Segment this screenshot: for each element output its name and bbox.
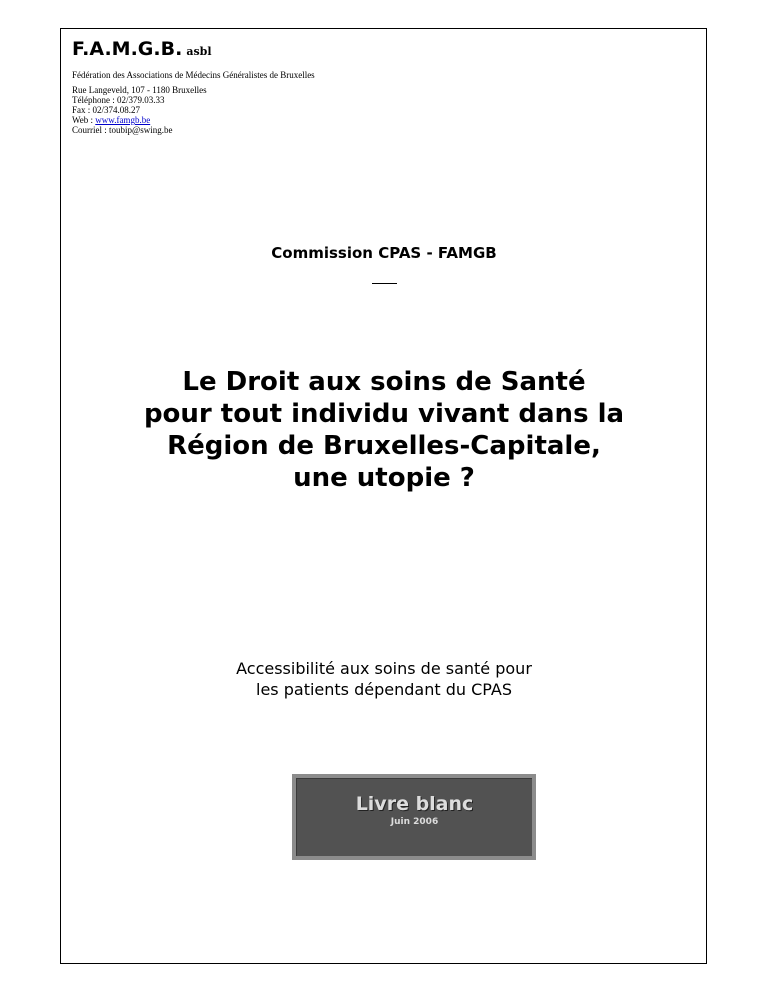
badge-panel: [296, 778, 532, 856]
fax-line: Fax : 02/374.08.27: [72, 105, 141, 115]
badge-title: Livre blanc: [355, 793, 474, 815]
web-link[interactable]: www.famgb.be: [95, 115, 151, 125]
badge-date: Juin 2006: [390, 817, 439, 827]
subtitle-line: les patients dépendant du CPAS: [256, 680, 512, 699]
commission-heading: Commission CPAS - FAMGB: [271, 244, 497, 262]
email-line: Courriel : toubip@swing.be: [72, 125, 173, 135]
federation-name: Fédération des Associations de Médecins Généralistes de Bruxelles: [72, 70, 315, 80]
title-line: pour tout individu vivant dans la: [143, 399, 625, 429]
web-line: [72, 115, 150, 125]
title-line: Région de Bruxelles-Capitale,: [167, 431, 601, 461]
org-suffix: asbl: [186, 45, 212, 58]
org-acronym: F.A.M.G.B.: [72, 38, 183, 60]
main-title: [0, 366, 768, 494]
livre-blanc-badge: [292, 774, 536, 860]
web-label: Web :: [72, 115, 96, 125]
subtitle: [0, 658, 768, 700]
org-name: [72, 38, 212, 60]
heading-separator: [372, 283, 397, 284]
title-line: Le Droit aux soins de Santé: [182, 367, 586, 397]
subtitle-line: Accessibilité aux soins de santé pour: [236, 659, 532, 678]
title-line: une utopie ?: [293, 463, 475, 493]
address-line: Rue Langeveld, 107 - 1180 Bruxelles: [72, 85, 207, 95]
phone-line: Téléphone : 02/379.03.33: [72, 95, 165, 105]
